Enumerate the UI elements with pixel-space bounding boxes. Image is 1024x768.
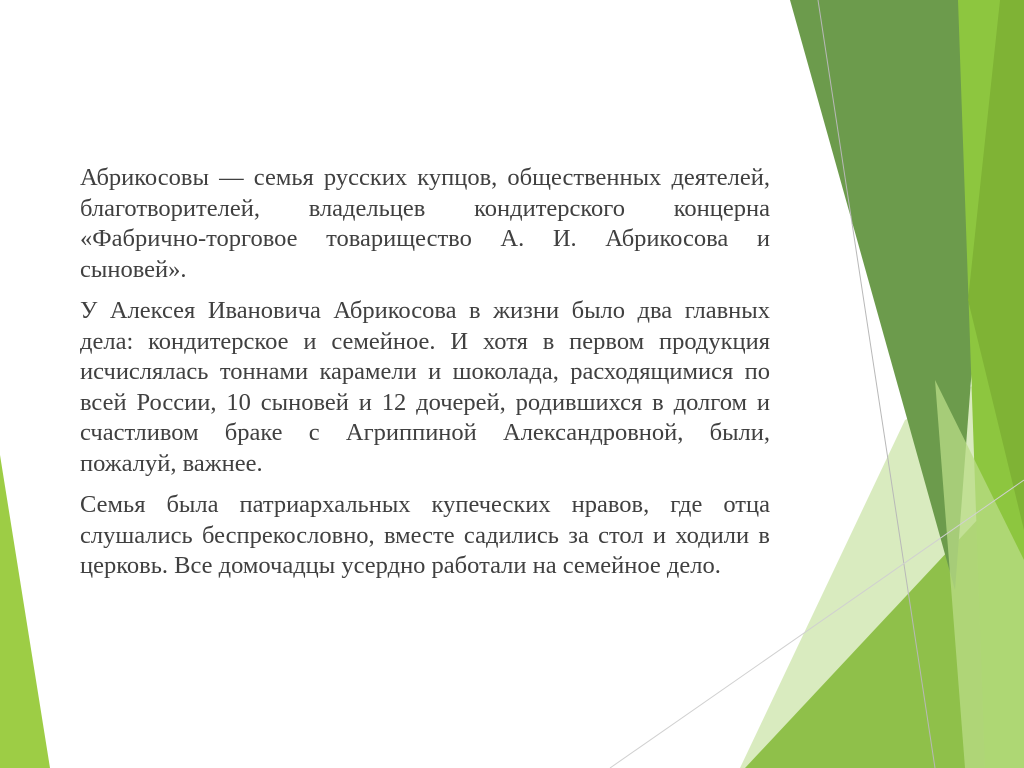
paragraph-1: Абрикосовы — семья русских купцов, общественных деятелей, благотворителей, владельцев кондитерского концерна «Фабрично-торговое товарищество А. И. Абрикосова и сыновей».	[80, 164, 770, 283]
slide-text-body	[80, 163, 770, 593]
left-green-wedge	[0, 455, 50, 768]
paragraph-2: У Алексея Ивановича Абрикосова в жизни было два главных дела: кондитерское и семейное. И хотя в первом продукция исчислялась тоннами карамели и шоколада, расходящимися по всей России, 10 сыновей и 12 дочерей, родившихся в долгом и счастливом браке с Агриппиной Александровной, были, пожалуй, важнее.	[80, 297, 770, 477]
paragraph-3: Семья была патриархальных купеческих нравов, где отца слушались беспрекословно, вместе садились за стол и ходили в церковь. Все домочадцы усердно работали на семейное дело.	[80, 491, 770, 579]
